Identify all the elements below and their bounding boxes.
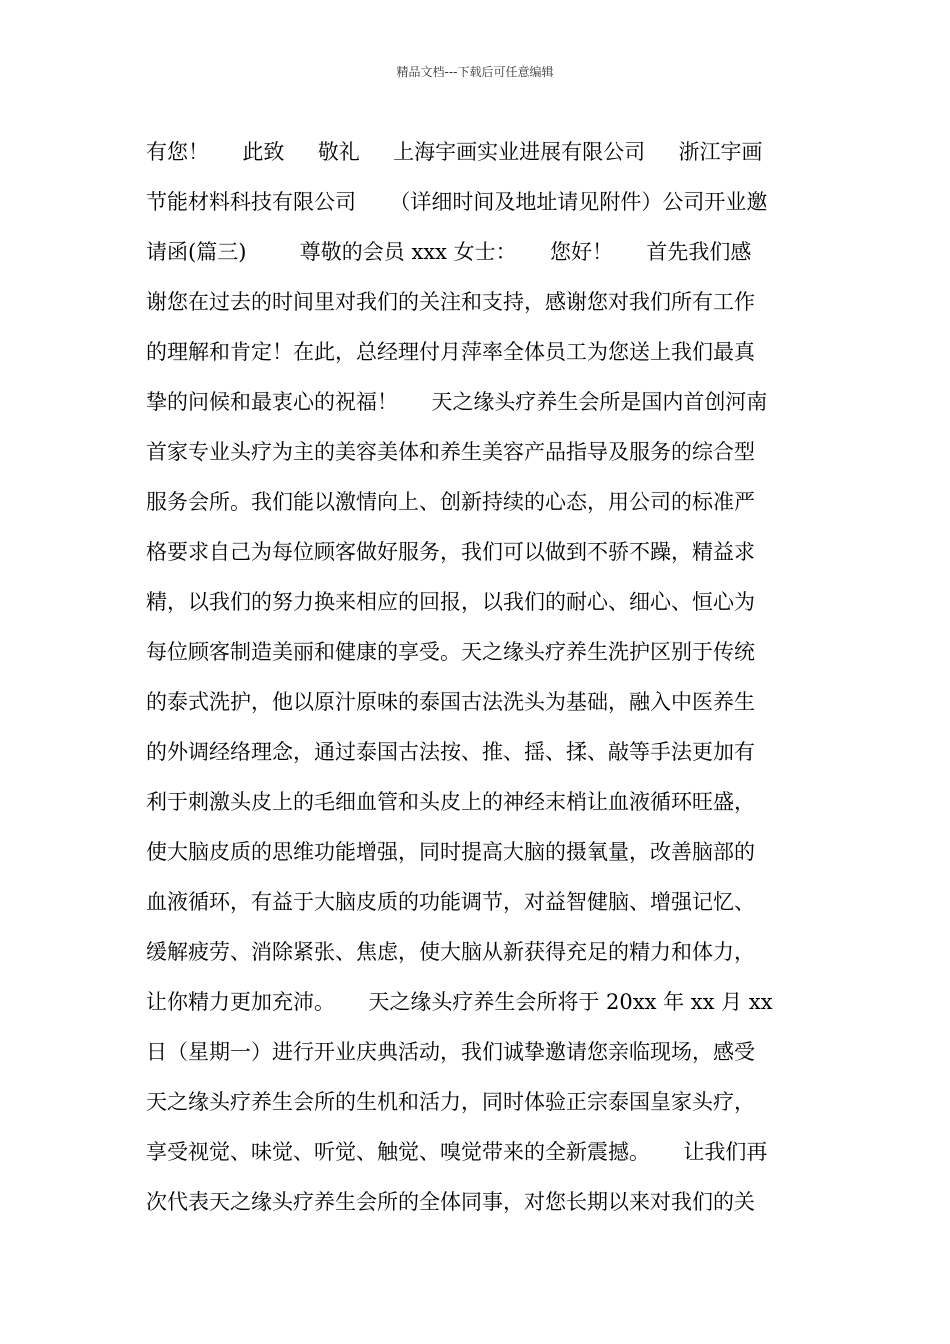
text-line: 有您！ 此致 敬礼 上海宇画实业进展有限公司 浙江宇画 [146,140,763,164]
text-line: 使大脑皮质的思维功能增强，同时提高大脑的摄氧量，改善脑部的 [146,840,755,864]
text-line: 的外调经络理念，通过泰国古法按、推、揺、揉、敲等手法更加有 [146,740,755,764]
text-line: 利于刺激头皮上的毛细血管和头皮上的神经末梢让血液循环旺盛， [146,790,755,814]
text-line: 缓解疲劳、消除紧张、焦虑，使大脑从新获得充足的精力和体力， [146,940,755,964]
text-line: 谢您在过去的时间里对我们的关注和支持，感谢您对我们所有工作 [146,290,755,314]
text-line: 享受视觉、味觉、听觉、触觉、嗅觉带来的全新震撼。 让我们再 [146,1140,768,1164]
text-line: 首家专业头疗为主的美容美体和养生美容产品指导及服务的综合型 [146,440,755,464]
text-line: 天之缘头疗养生会所的生机和活力，同时体验正宗泰国皇家头疗， [146,1090,755,1114]
header-note: 精品文档---下载后可任意编辑 [396,65,554,79]
text-line: 节能材料科技有限公司 （详细时间及地址请见附件）公司开业邀 [146,190,768,214]
text-line: 次代表天之缘头疗养生会所的全体同事，对您长期以来对我们的关 [146,1190,755,1214]
text-line: 服务会所。我们能以激情向上、创新持续的心态，用公司的标准严 [146,490,755,514]
text-line: 每位顾客制造美丽和健康的享受。天之缘头疗养生洗护区别于传统 [146,640,755,664]
text-line: 让你精力更加充沛。 天之缘头疗养生会所将于 20xx 年 xx 月 xx [146,990,773,1014]
text-line: 挚的问候和最衷心的祝福！ 天之缘头疗养生会所是国内首创河南 [146,390,768,414]
text-line: 格要求自己为每位顾客做好服务，我们可以做到不骄不躁，精益求 [146,540,755,564]
text-line: 的理解和肯定！在此，总经理付月萍率全体员工为您送上我们最真 [146,340,755,364]
body-text [146,132,816,1232]
text-line: 的泰式洗护，他以原汁原味的泰国古法洗头为基础，融入中医养生 [146,690,755,714]
text-line: 日（星期一）进行开业庆典活动，我们诚挚邀请您亲临现场，感受 [146,1040,755,1064]
text-line: 请函(篇三) 尊敬的会员 xxx 女士： 您好！ 首先我们感 [146,240,752,264]
text-line: 精，以我们的努力换来相应的回报，以我们的耐心、细心、恒心为 [146,590,755,614]
text-line: 血液循环，有益于大脑皮质的功能调节，对益智健脑、增强记忆、 [146,890,755,914]
